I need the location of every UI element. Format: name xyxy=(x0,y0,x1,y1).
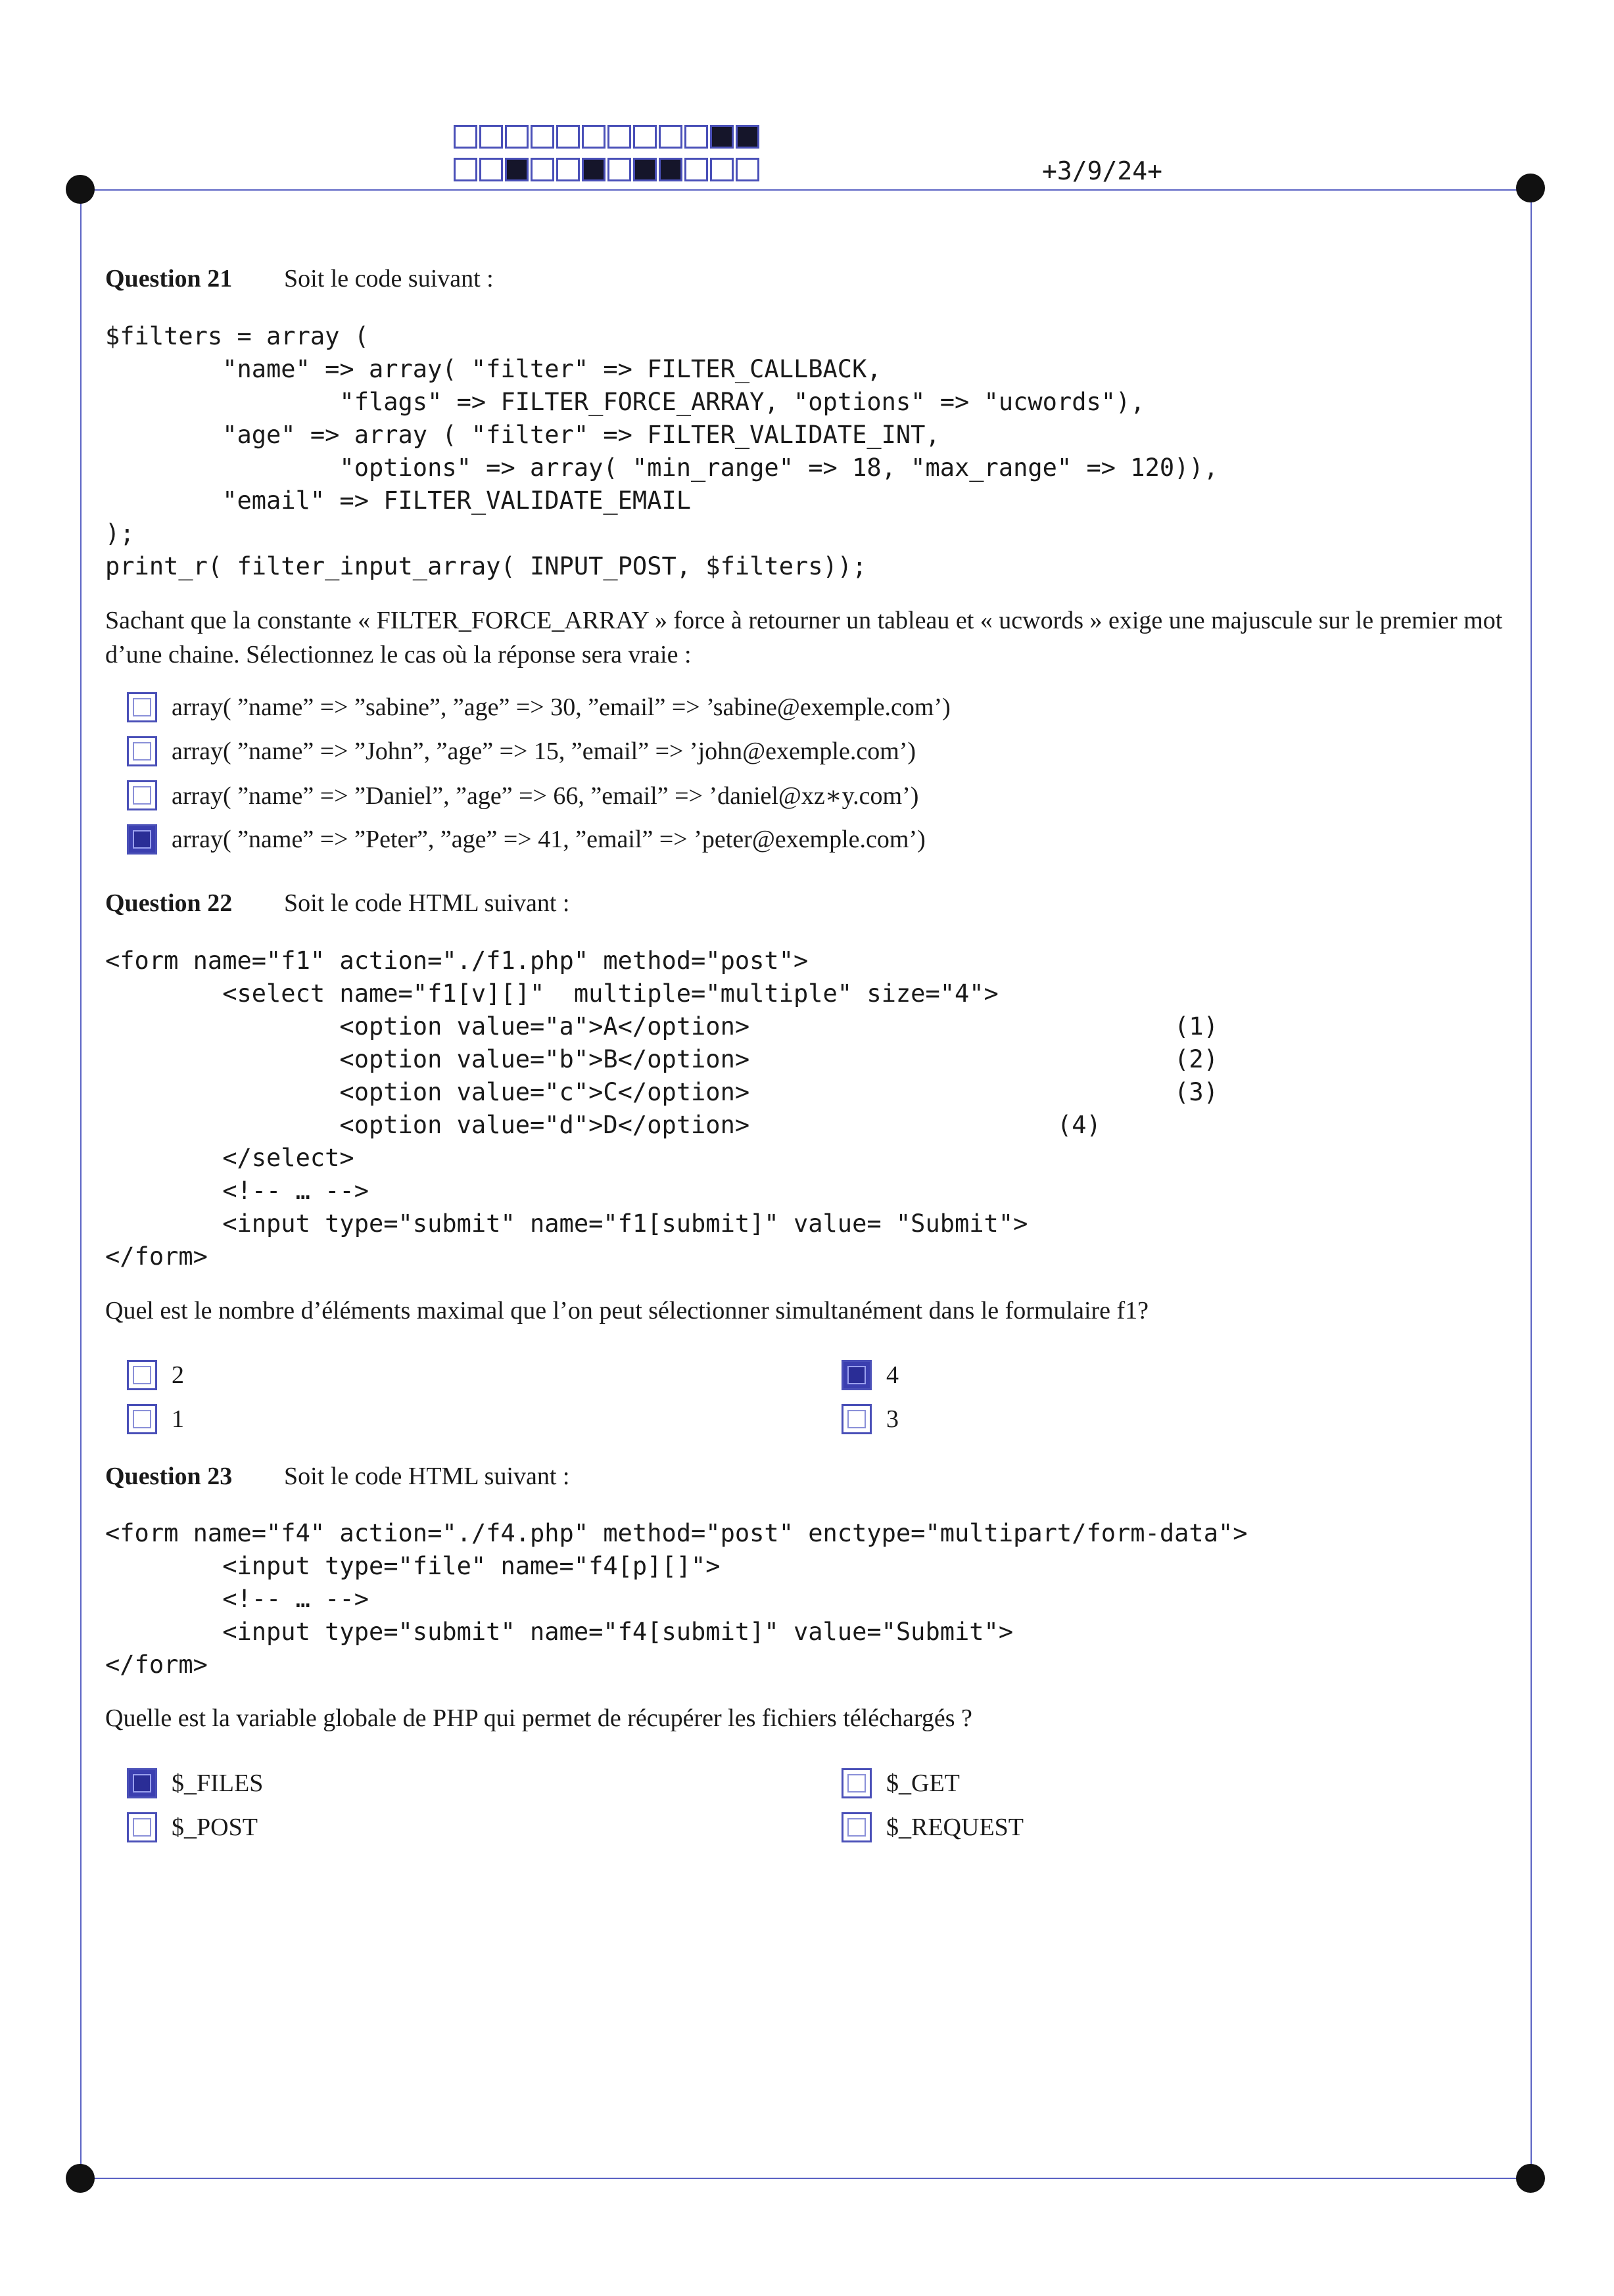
answer-label: array( ”name” => ”sabine”, ”age” => 30, ”email” => ’sabine@exemple.com’) xyxy=(172,693,951,721)
page-id: +3/9/24+ xyxy=(1042,156,1163,185)
question-23-code: <form name="f4" action="./f4.php" method="post" enctype="multipart/form-data"> <input type="file" name="f4[p][]"> <!-- … --> <input type="submit" name="f4[submit]" value="Submit"> </form> xyxy=(105,1519,1248,1679)
id-code-cell xyxy=(531,125,554,149)
corner-mark-bottom-left xyxy=(66,2164,95,2193)
checkbox[interactable] xyxy=(127,692,157,722)
id-code-cell xyxy=(607,125,631,149)
id-code-cell xyxy=(479,158,503,181)
q23-answer-2[interactable] xyxy=(842,1768,960,1798)
q23-answer-1[interactable] xyxy=(127,1768,263,1798)
question-22-code: <form name="f1" action="./f1.php" method="post"> <select name="f1[v][]" multiple="multiple" size="4"> <option value="a">A</option> (1) <option value="b">B</option> (2) <option value="c">C</option> (3) <option value="d">D</option> (4) </select> <!-- … --> <input type="submit" name="f1[submit]" value= "Submit"> </form> xyxy=(105,947,1218,1271)
frame-top xyxy=(80,189,1532,191)
question-22-heading xyxy=(105,889,569,918)
checkbox[interactable] xyxy=(127,1812,157,1842)
corner-mark-top-left xyxy=(66,175,95,204)
question-intro: Soit le code HTML suivant : xyxy=(284,1463,570,1490)
q21-answer-1[interactable] xyxy=(127,692,951,722)
question-number: Question 21 xyxy=(105,265,233,293)
checkbox[interactable] xyxy=(127,1404,157,1434)
id-code-cell xyxy=(556,158,580,181)
id-code-cell xyxy=(582,158,605,181)
q23-answer-4[interactable] xyxy=(842,1812,1024,1842)
id-code-cell xyxy=(479,125,503,149)
question-21-heading xyxy=(105,264,494,293)
id-code-cell xyxy=(659,158,682,181)
id-code-cell xyxy=(659,125,682,149)
id-code-cell xyxy=(736,125,759,149)
answer-label: $_GET xyxy=(886,1769,960,1797)
checkbox[interactable] xyxy=(842,1768,872,1798)
q22-answer-4[interactable] xyxy=(842,1404,899,1434)
id-code-cell xyxy=(454,158,477,181)
answer-label: array( ”name” => ”Peter”, ”age” => 41, ”email” => ’peter@exemple.com’) xyxy=(172,826,926,853)
id-code-cell xyxy=(684,125,708,149)
question-intro: Soit le code suivant : xyxy=(284,265,494,293)
id-code-cell xyxy=(556,125,580,149)
corner-mark-bottom-right xyxy=(1516,2164,1545,2193)
question-21-text: Sachant que la constante « FILTER_FORCE_ARRAY » force à retourner un tableau et « ucwords » exige une majuscule sur le premier mot d’une chaine. Sélectionnez le cas où la réponse sera vraie : xyxy=(105,607,1503,668)
id-code-cell xyxy=(454,125,477,149)
id-code-cell xyxy=(505,158,529,181)
question-intro: Soit le code HTML suivant : xyxy=(284,889,570,917)
id-code-cell xyxy=(633,125,657,149)
q21-answer-2[interactable] xyxy=(127,736,916,766)
id-code-cell xyxy=(582,125,605,149)
checkbox[interactable] xyxy=(127,780,157,810)
answer-label: $_FILES xyxy=(172,1769,264,1797)
answer-label: $_POST xyxy=(172,1814,258,1841)
answer-label: 4 xyxy=(886,1361,899,1389)
answer-label: 1 xyxy=(172,1405,184,1433)
checkbox-checked[interactable] xyxy=(127,1768,157,1798)
checkbox[interactable] xyxy=(842,1404,872,1434)
answer-label: $_REQUEST xyxy=(886,1814,1024,1841)
checkbox[interactable] xyxy=(127,1360,157,1390)
id-code-cell xyxy=(607,158,631,181)
checkbox-checked[interactable] xyxy=(127,824,157,855)
id-code-cell xyxy=(684,158,708,181)
answer-label: 3 xyxy=(886,1405,899,1433)
id-code-row-1 xyxy=(454,125,761,149)
question-number: Question 23 xyxy=(105,1463,233,1490)
answer-label: array( ”name” => ”Daniel”, ”age” => 66, ”email” => ’daniel@xz∗y.com’) xyxy=(172,782,919,810)
answer-label: array( ”name” => ”John”, ”age” => 15, ”email” => ’john@exemple.com’) xyxy=(172,738,916,765)
q21-answer-3[interactable] xyxy=(127,780,918,810)
question-23-text: Quelle est la variable globale de PHP qui permet de récupérer les fichiers téléchargés ? xyxy=(105,1704,972,1732)
q21-answer-4[interactable] xyxy=(127,824,926,855)
checkbox-checked[interactable] xyxy=(842,1360,872,1390)
frame-left xyxy=(80,189,82,2179)
id-code-cell xyxy=(736,158,759,181)
q23-answer-3[interactable] xyxy=(127,1812,258,1842)
answer-label: 2 xyxy=(172,1361,184,1389)
question-21-code: $filters = array ( "name" => array( "filter" => FILTER_CALLBACK, "flags" => FILTER_FORCE_ARRAY, "options" => "ucwords"), "age" => array ( "filter" => FILTER_VALIDATE_INT, "options" => array( "min_range" => 18, "max_range" => 120)), "email" => FILTER_VALIDATE_EMAIL ); print_r( filter_input_array( INPUT_POST, $filters)); xyxy=(105,322,1218,580)
q22-answer-1[interactable] xyxy=(127,1360,184,1390)
q22-answer-2[interactable] xyxy=(842,1360,899,1390)
corner-mark-top-right xyxy=(1516,174,1545,202)
id-code-cell xyxy=(633,158,657,181)
id-code-cell xyxy=(531,158,554,181)
frame-right xyxy=(1531,189,1532,2179)
id-code-cell xyxy=(710,158,734,181)
id-code-row-2 xyxy=(454,158,761,181)
id-code-cell xyxy=(505,125,529,149)
question-22-text: Quel est le nombre d’éléments maximal que l’on peut sélectionner simultanément dans le formulaire f1? xyxy=(105,1297,1149,1324)
checkbox[interactable] xyxy=(127,736,157,766)
question-number: Question 22 xyxy=(105,889,233,917)
question-23-heading xyxy=(105,1462,569,1491)
q22-answer-3[interactable] xyxy=(127,1404,184,1434)
id-code-cell xyxy=(710,125,734,149)
frame-bottom xyxy=(80,2178,1532,2179)
checkbox[interactable] xyxy=(842,1812,872,1842)
